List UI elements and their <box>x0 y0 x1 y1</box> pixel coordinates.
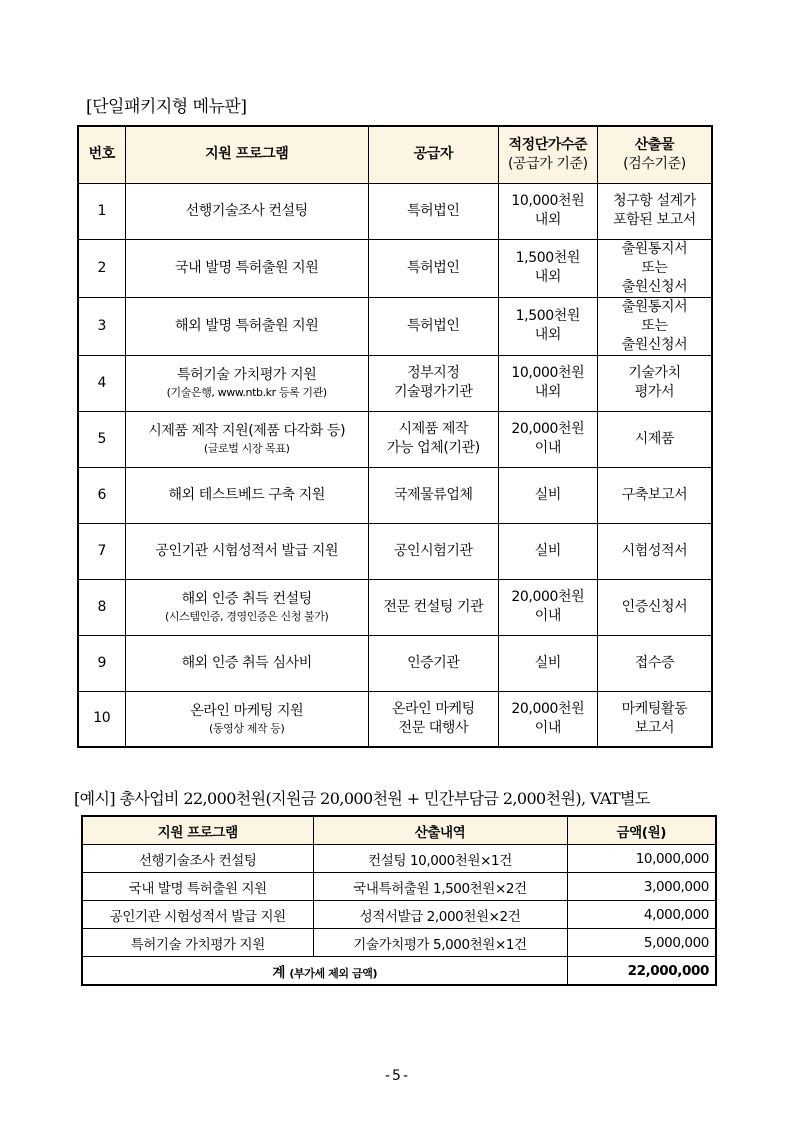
example-table-row <box>82 873 716 901</box>
row-supplier: 온라인 마케팅 전문 대행사 <box>368 691 498 747</box>
row-price: 실비 <box>498 467 597 523</box>
row-price: 실비 <box>498 635 597 691</box>
row-number: 6 <box>78 467 125 523</box>
example-row-program: 국내 발명 특허출원 지원 <box>82 873 313 901</box>
row-program: 시제품 제작 지원(제품 다각화 등) (글로벌 시장 목표) <box>125 411 368 467</box>
menu-table-row <box>78 523 712 579</box>
row-price: 1,500천원 내외 <box>498 297 597 355</box>
row-program: 국내 발명 특허출원 지원 <box>125 239 368 297</box>
row-program: 선행기술조사 컨설팅 <box>125 183 368 239</box>
row-program: 특허기술 가치평가 지원 (기술은행, www.ntb.kr 등록 기관) <box>125 355 368 411</box>
example-row-amount: 3,000,000 <box>567 873 716 901</box>
row-output: 시제품 <box>597 411 712 467</box>
menu-table <box>77 125 713 748</box>
example-row-detail: 컨설팅 10,000천원×1건 <box>313 845 567 873</box>
row-price: 실비 <box>498 523 597 579</box>
menu-table-row <box>78 355 712 411</box>
example-total-label: 계 (부가세 제외 금액) <box>82 957 567 986</box>
row-program: 해외 인증 취득 컨설팅 (시스템인증, 경영인증은 신청 불가) <box>125 579 368 635</box>
menu-table-row <box>78 239 712 297</box>
row-supplier: 국제물류업체 <box>368 467 498 523</box>
row-price: 20,000천원 이내 <box>498 691 597 747</box>
row-number: 9 <box>78 635 125 691</box>
menu-table-row <box>78 411 712 467</box>
row-output: 청구항 설계가 포함된 보고서 <box>597 183 712 239</box>
menu-table-header-row <box>78 126 712 183</box>
example-row-amount: 10,000,000 <box>567 845 716 873</box>
row-number: 3 <box>78 297 125 355</box>
section-heading-example: [예시] 총사업비 22,000천원(지원금 20,000천원 + 민간부담금 2,000천원), VAT별도 <box>74 789 650 808</box>
example-row-amount: 5,000,000 <box>567 929 716 957</box>
row-number: 10 <box>78 691 125 747</box>
row-supplier: 시제품 제작 가능 업체(기관) <box>368 411 498 467</box>
example-header-amount: 금액(원) <box>567 816 716 845</box>
example-total-amount: 22,000,000 <box>567 957 716 986</box>
example-header-program: 지원 프로그램 <box>82 816 313 845</box>
example-row-detail: 기술가치평가 5,000천원×1건 <box>313 929 567 957</box>
example-row-program: 특허기술 가치평가 지원 <box>82 929 313 957</box>
menu-table-row <box>78 691 712 747</box>
example-header-detail: 산출내역 <box>313 816 567 845</box>
example-table-row <box>82 929 716 957</box>
row-supplier: 특허법인 <box>368 297 498 355</box>
row-program: 해외 발명 특허출원 지원 <box>125 297 368 355</box>
row-program: 공인기관 시험성적서 발급 지원 <box>125 523 368 579</box>
row-price: 10,000천원 내외 <box>498 355 597 411</box>
section-heading-menu: [단일패키지형 메뉴판] <box>86 97 247 117</box>
row-output: 마케팅활동 보고서 <box>597 691 712 747</box>
row-output: 출원통지서 또는 출원신청서 <box>597 297 712 355</box>
row-number: 4 <box>78 355 125 411</box>
menu-table-row <box>78 579 712 635</box>
example-row-detail: 성적서발급 2,000천원×2건 <box>313 901 567 929</box>
menu-table-row <box>78 297 712 355</box>
menu-table-row <box>78 183 712 239</box>
row-supplier: 정부지정 기술평가기관 <box>368 355 498 411</box>
row-supplier: 특허법인 <box>368 239 498 297</box>
example-row-amount: 4,000,000 <box>567 901 716 929</box>
row-output: 출원통지서 또는 출원신청서 <box>597 239 712 297</box>
row-supplier: 인증기관 <box>368 635 498 691</box>
row-supplier: 전문 컨설팅 기관 <box>368 579 498 635</box>
row-output: 시험성적서 <box>597 523 712 579</box>
row-output: 접수증 <box>597 635 712 691</box>
example-table-row <box>82 845 716 873</box>
row-program: 온라인 마케팅 지원 (동영상 제작 등) <box>125 691 368 747</box>
header-supplier: 공급자 <box>368 126 498 183</box>
header-program: 지원 프로그램 <box>125 126 368 183</box>
example-row-detail: 국내특허출원 1,500천원×2건 <box>313 873 567 901</box>
row-price: 20,000천원 이내 <box>498 411 597 467</box>
example-table-header-row <box>82 816 716 845</box>
row-price: 20,000천원 이내 <box>498 579 597 635</box>
row-output: 기술가치 평가서 <box>597 355 712 411</box>
row-price: 10,000천원 내외 <box>498 183 597 239</box>
row-output: 구축보고서 <box>597 467 712 523</box>
row-price: 1,500천원 내외 <box>498 239 597 297</box>
header-price: 적정단가수준 (공급가 기준) <box>498 126 597 183</box>
header-no: 번호 <box>78 126 125 183</box>
page-number: - 5 - <box>384 1068 409 1084</box>
row-number: 7 <box>78 523 125 579</box>
menu-table-row <box>78 467 712 523</box>
row-program: 해외 인증 취득 심사비 <box>125 635 368 691</box>
row-program: 해외 테스트베드 구축 지원 <box>125 467 368 523</box>
example-table-row <box>82 901 716 929</box>
row-supplier: 공인시험기관 <box>368 523 498 579</box>
row-number: 8 <box>78 579 125 635</box>
example-table <box>81 815 717 986</box>
row-supplier: 특허법인 <box>368 183 498 239</box>
menu-table-row <box>78 635 712 691</box>
example-row-program: 공인기관 시험성적서 발급 지원 <box>82 901 313 929</box>
example-row-program: 선행기술조사 컨설팅 <box>82 845 313 873</box>
row-number: 1 <box>78 183 125 239</box>
header-output: 산출물 (검수기준) <box>597 126 712 183</box>
row-number: 2 <box>78 239 125 297</box>
row-number: 5 <box>78 411 125 467</box>
row-output: 인증신청서 <box>597 579 712 635</box>
example-total-row <box>82 957 716 986</box>
